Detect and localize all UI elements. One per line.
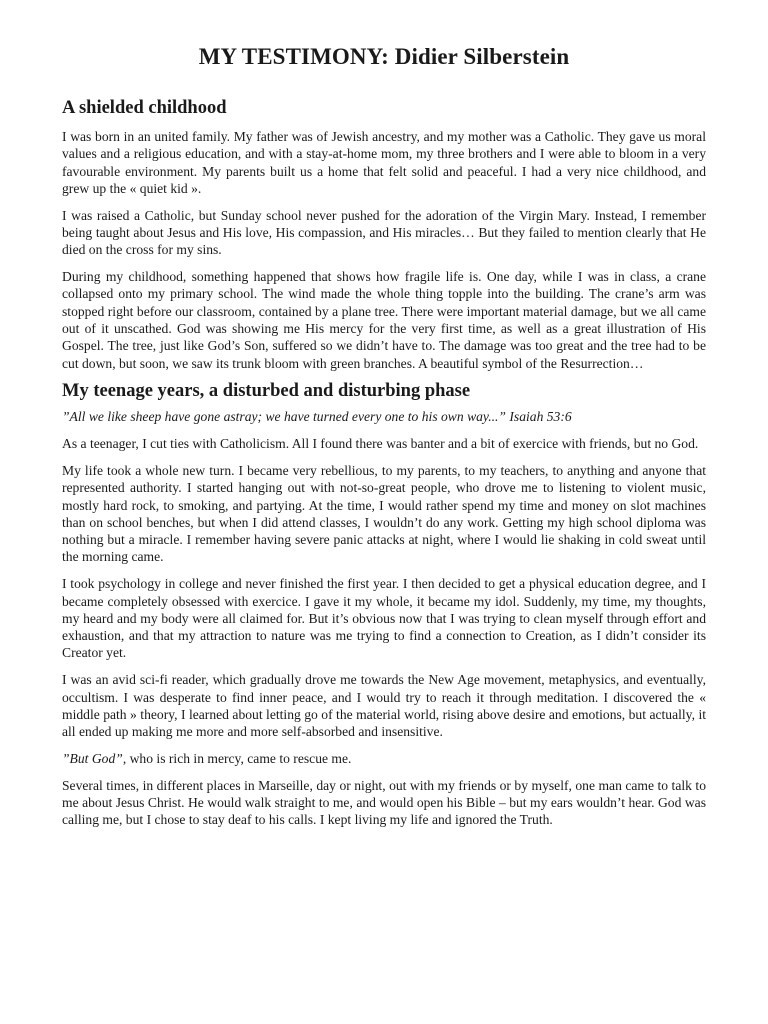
but-god-emphasis: ”But God” [62, 750, 123, 766]
paragraph: As a teenager, I cut ties with Catholicism. All I found there was banter and a bit of exercice with friends, but no God. [62, 436, 699, 452]
quote-text: ”All we like sheep have gone astray; we have turned every one to his own way...” [62, 409, 506, 425]
paragraph: Several times, in different places in Marseille, day or night, out with my friends or by myself, one man came to talk to me about Jesus Christ. He would walk straight to me, and would open his Bible – but my ears wouldn’t hear. God was calling me, but I chose to stay deaf to his calls. I kept living my life and ignored the Truth. [62, 777, 706, 828]
section-heading: My teenage years, a disturbed and disturbing phase [62, 381, 471, 402]
paragraph: I was born in an united family. My father was of Jewish ancestry, and my mother was a Catholic. They gave us moral values and a religious education, and with a stay-at-home mom, my three brothers and I were able to bloom in a very favourable environment. My parents built us a home that felt solid and peaceful. I had a very nice childhood, and grew up the « quiet kid ». [62, 129, 706, 196]
paragraph: During my childhood, something happened that shows how fragile life is. One day, while I was in class, a crane collapsed onto my primary school. The wind made the whole thing topple into the building. The crane’s arm was stopped right before our classroom, contained by a plane tree. There were important material damage, but we all came out of it unscathed. God was showing me His mercy for the very first time, as well as a great illustration of His Gospel. The tree, just like God’s Son, suffered so we didn’t have to. The damage was too great and the tree had to be cut down, but soon, we saw its trunk bloom with green branches. A beautiful symbol of the Resurrection… [62, 269, 706, 371]
paragraph: I was an avid sci-fi reader, which gradually drove me towards the New Age movement, metaphysics, and eventually, occultism. I was desperate to find inner peace, and I would try to reach it through meditation. I discovered the « middle path » theory, I learned about letting go of the material world, rising above desire and emotions, but actually, it all ended up making me more and more self-absorbed and insensitive. [62, 672, 706, 740]
paragraph: I was raised a Catholic, but Sunday school never pushed for the adoration of the Virgin Mary. Instead, I remember being taught about Jesus and His love, His compassion, and His miracles… But they failed to mention clearly that He died on the cross for my sins. [62, 207, 706, 258]
section-childhood [62, 98, 706, 372]
paragraph: I took psychology in college and never finished the first year. I then decided to get a physical education degree, and I became completely obsessed with exercice. I gave it my whole, it became my idol. Suddenly, my time, my thoughts, my heard and my body were all claimed for. But it’s obvious now that I was trying to clean myself through effort and exhaustion, and that my attraction to nature was me trying to find a connection to Creation, as I didn’t consider its Creator yet. [62, 576, 706, 661]
section-teenage-years [62, 381, 706, 828]
bible-quote [62, 408, 706, 425]
but-god-rest: , who is rich in mercy, came to rescue me. [122, 750, 352, 766]
quote-reference: Isaiah 53:6 [509, 409, 572, 425]
section-heading: A shielded childhood [62, 98, 227, 118]
document-title: MY TESTIMONY: Didier Silberstein [198, 44, 570, 69]
paragraph: My life took a whole new turn. I became very rebellious, to my parents, to my teachers, to anything and anyone that represented authority. I started hanging out with not-so-great people, who drove me to listening to violent music, mostly hard rock, to smoking, and partying. At the time, I would rather spend my time and money on slot machines than on school benches, but when I did attend classes, I wouldn’t do any work. Getting my high school diploma was nothing but a miracle. I remember having severe panic attacks at night, where I would lie shaking in cold sweat until the morning came. [62, 462, 706, 565]
but-god-paragraph [62, 750, 706, 767]
